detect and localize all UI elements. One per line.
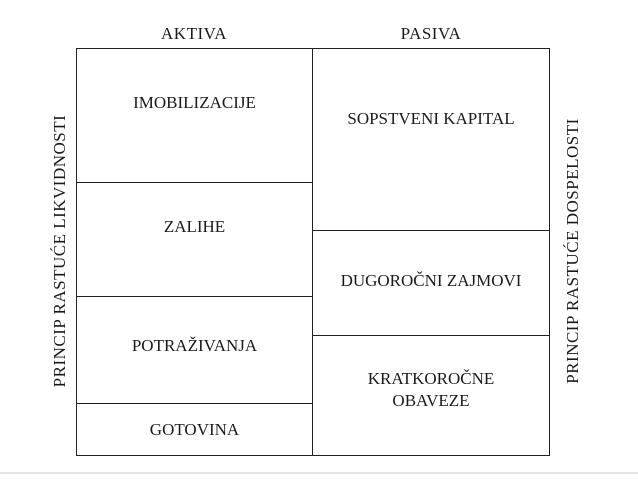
zalihe-cell — [76, 182, 313, 297]
imobilizacije-label: IMOBILIZACIJE — [133, 92, 256, 112]
gotovina-label: GOTOVINA — [149, 419, 240, 439]
sopstveni-kapital-label: SOPSTVENI KAPITAL — [347, 108, 515, 128]
dospelost-side-label: PRINCIP RASTUĆE DOSPELOSTI — [563, 118, 582, 384]
aktiva-header: AKTIVA — [161, 24, 227, 43]
potrazivanja-cell — [76, 296, 313, 404]
sopstveni-kapital-cell — [312, 48, 550, 231]
bottom-divider — [0, 472, 638, 474]
dugorocni-zajmovi-cell — [312, 230, 550, 336]
pasiva-header: PASIVA — [400, 24, 462, 43]
kratkorocne-line1: KRATKOROČNE — [367, 369, 495, 389]
imobilizacije-cell — [76, 48, 313, 183]
potrazivanja-label: POTRAŽIVANJA — [131, 336, 258, 356]
zalihe-label: ZALIHE — [163, 216, 226, 236]
dugorocni-zajmovi-label: DUGOROČNI ZAJMOVI — [340, 271, 522, 291]
likvidnost-side-label: PRINCIP RASTUĆE LIKVIDNOSTI — [50, 114, 69, 388]
gotovina-cell — [76, 403, 313, 456]
kratkorocne-obaveze-cell — [312, 335, 550, 456]
kratkorocne-line2: OBAVEZE — [392, 390, 470, 410]
kratkorocne-obaveze-label — [368, 371, 495, 414]
